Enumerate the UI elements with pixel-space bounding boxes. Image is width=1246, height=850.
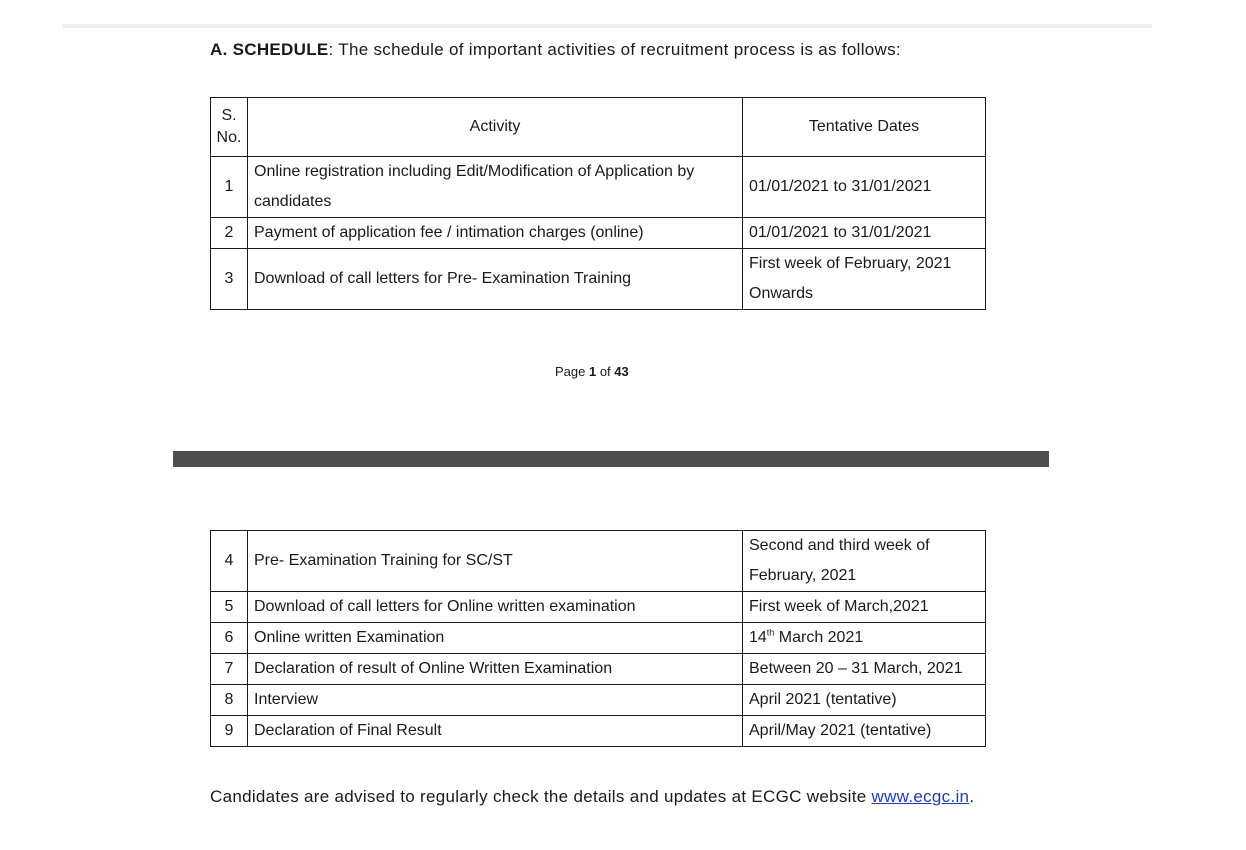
- row-dates: 01/01/2021 to 31/01/2021: [743, 157, 986, 218]
- page-number: [555, 364, 629, 379]
- footer-end: .: [969, 787, 975, 806]
- table-row: [211, 157, 986, 218]
- row-dates: Second and third week of February, 2021: [743, 531, 986, 592]
- row-dates-rest: March 2021: [774, 629, 864, 646]
- row-activity: Pre- Examination Training for SC/ST: [248, 531, 743, 592]
- row-dates: 01/01/2021 to 31/01/2021: [743, 218, 986, 249]
- row-sno: 5: [211, 592, 248, 623]
- page-total: 43: [614, 364, 629, 379]
- row-dates: Between 20 – 31 March, 2021: [743, 654, 986, 685]
- table-header-row: [211, 98, 986, 157]
- schedule-heading-label: A. SCHEDULE: [210, 40, 329, 59]
- header-sno: [211, 98, 248, 157]
- schedule-table-page2: [210, 530, 986, 747]
- page-divider: [173, 451, 1049, 467]
- row-dates: April/May 2021 (tentative): [743, 716, 986, 747]
- row-activity: Download of call letters for Pre- Examination Training: [248, 249, 743, 310]
- page-label-mid: of: [596, 364, 615, 379]
- table-row: [211, 716, 986, 747]
- table-row: [211, 592, 986, 623]
- page-current: 1: [588, 364, 597, 379]
- header-sno-line1: S.: [221, 107, 237, 124]
- row-dates-day: 14: [749, 629, 767, 646]
- row-dates: First week of February, 2021 Onwards: [743, 249, 986, 310]
- ecgc-website-link[interactable]: www.ecgc.in: [871, 787, 970, 806]
- row-sno: 7: [211, 654, 248, 685]
- row-activity: Declaration of Final Result: [248, 716, 743, 747]
- row-sno: 6: [211, 623, 248, 654]
- row-activity: Payment of application fee / intimation charges (online): [248, 218, 743, 249]
- row-dates: [743, 623, 986, 654]
- row-activity: Declaration of result of Online Written Examination: [248, 654, 743, 685]
- row-activity: Interview: [248, 685, 743, 716]
- table-row: [211, 249, 986, 310]
- table-row: [211, 623, 986, 654]
- row-dates: First week of March,2021: [743, 592, 986, 623]
- row-sno: 3: [211, 249, 248, 310]
- header-dates: Tentative Dates: [743, 98, 986, 157]
- row-activity: Download of call letters for Online written examination: [248, 592, 743, 623]
- row-sno: 1: [211, 157, 248, 218]
- header-sno-line2: No.: [216, 129, 242, 146]
- row-sno: 4: [211, 531, 248, 592]
- row-sno: 9: [211, 716, 248, 747]
- row-sno: 8: [211, 685, 248, 716]
- top-border-strip: [62, 24, 1152, 28]
- footer-text: Candidates are advised to regularly check the details and updates at ECGC website: [210, 787, 872, 806]
- table-row: [211, 654, 986, 685]
- schedule-heading: [210, 38, 995, 62]
- schedule-table-page1: [210, 97, 986, 310]
- table-row: [211, 531, 986, 592]
- header-activity: Activity: [248, 98, 743, 157]
- footer-note: [210, 785, 995, 809]
- table-row: [211, 685, 986, 716]
- schedule-heading-text: : The schedule of important activities of recruitment process is as follows:: [328, 40, 901, 59]
- row-activity: Online registration including Edit/Modification of Application by candidates: [248, 157, 743, 218]
- table-row: [211, 218, 986, 249]
- row-dates: April 2021 (tentative): [743, 685, 986, 716]
- row-dates-sup: th: [766, 627, 775, 638]
- page-label-prefix: Page: [555, 364, 589, 379]
- row-sno: 2: [211, 218, 248, 249]
- row-activity: Online written Examination: [248, 623, 743, 654]
